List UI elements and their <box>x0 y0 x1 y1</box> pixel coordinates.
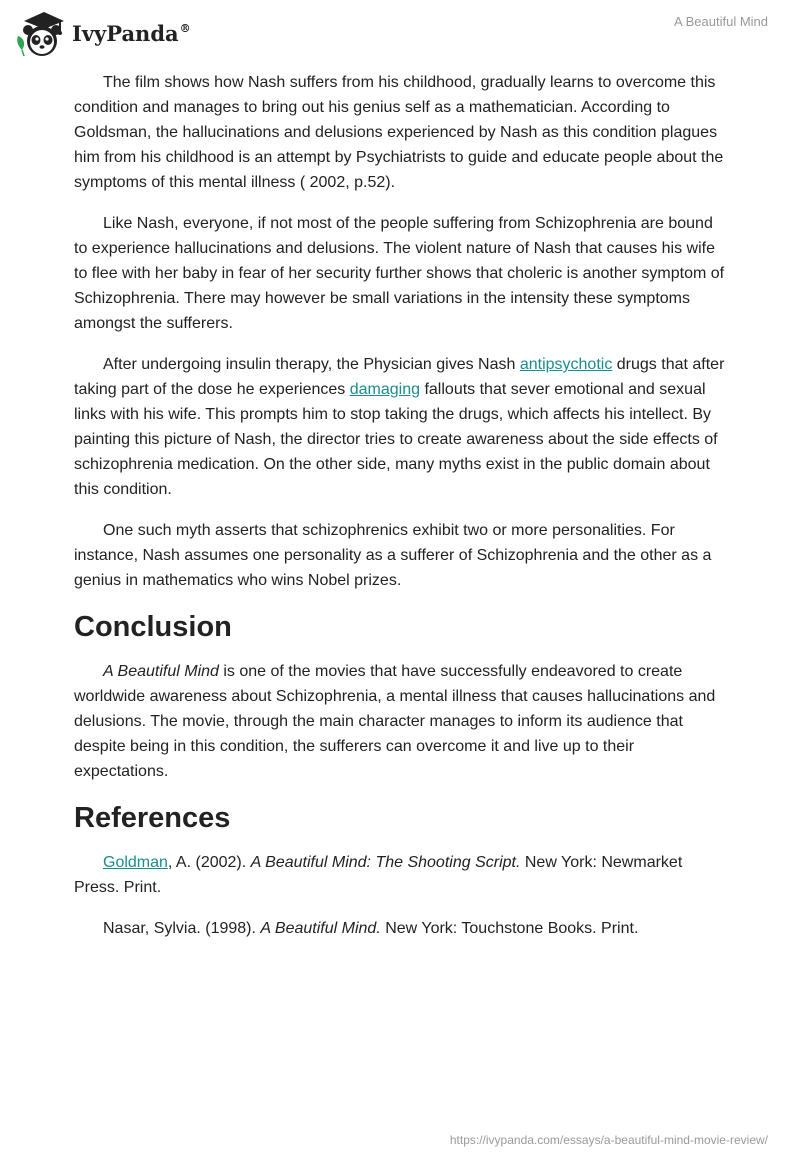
conclusion-heading: Conclusion <box>74 611 232 643</box>
paragraph-4: One such myth asserts that schizophrenics exhibit two or more personalities. For instance, Nash assumes one personality as a sufferer of Schizophrenia and the other as a genius in mathematics who wins Nobel prizes. <box>74 522 712 589</box>
paragraph-3: After undergoing insulin therapy, the Physician gives Nash antipsychotic drugs that after taking part of the dose he experiences damaging fallouts that sever emotional and sexual links with his wife. This prompts him to stop taking the drugs, which affects his intellect. By painting this picture of Nash, the director tries to create awareness about the side effects of schizophrenia medication. On the other side, many myths exist in the public domain about this condition. <box>74 356 725 498</box>
goldman-link[interactable]: Goldman <box>103 854 168 871</box>
antipsychotic-link[interactable]: antipsychotic <box>519 356 613 373</box>
damaging-link[interactable]: damaging <box>349 381 421 398</box>
article-body <box>74 70 726 957</box>
reference-2: Nasar, Sylvia. (1998). A Beautiful Mind. New York: Touchstone Books. Print. <box>103 920 639 937</box>
document-title: A Beautiful Mind <box>674 14 768 29</box>
brand-name: IvyPanda® <box>72 20 191 46</box>
paragraph-2: Like Nash, everyone, if not most of the people suffering from Schizophrenia are bound to experience hallucinations and delusions. The violent nature of Nash that causes his wife to flee with her baby in fear of her security further shows that choleric is another symptom of Schizophrenia. There may however be small variations in the intensity these symptoms amongst the sufferers. <box>74 215 725 332</box>
source-url: https://ivypanda.com/essays/a-beautiful-mind-movie-review/ <box>449 1133 768 1147</box>
paragraph-1: The film shows how Nash suffers from his childhood, gradually learns to overcome this condition and manages to bring out his genius self as a mathematician. According to Goldsman, the hallucinations and delusions experienced by Nash as this condition plagues him from his childhood is an attempt by Psychiatrists to guide and educate people about the symptoms of this mental illness ( 2002, p.52). <box>74 74 724 191</box>
references-heading: References <box>74 802 231 834</box>
page-header <box>0 0 800 66</box>
reference-1: Goldman, A. (2002). A Beautiful Mind: The Shooting Script. New York: Newmarket Press. Print. <box>74 854 683 896</box>
conclusion-paragraph: A Beautiful Mind is one of the movies that have successfully endeavored to create worldwide awareness about Schizophrenia, a mental illness that causes hallucinations and delusions. The movie, through the main character manages to inform its audience that despite being in this condition, the sufferers can overcome it and live up to their expectations. <box>74 663 716 780</box>
ivypanda-logo[interactable] <box>14 8 191 58</box>
panda-graduate-icon <box>14 8 70 58</box>
